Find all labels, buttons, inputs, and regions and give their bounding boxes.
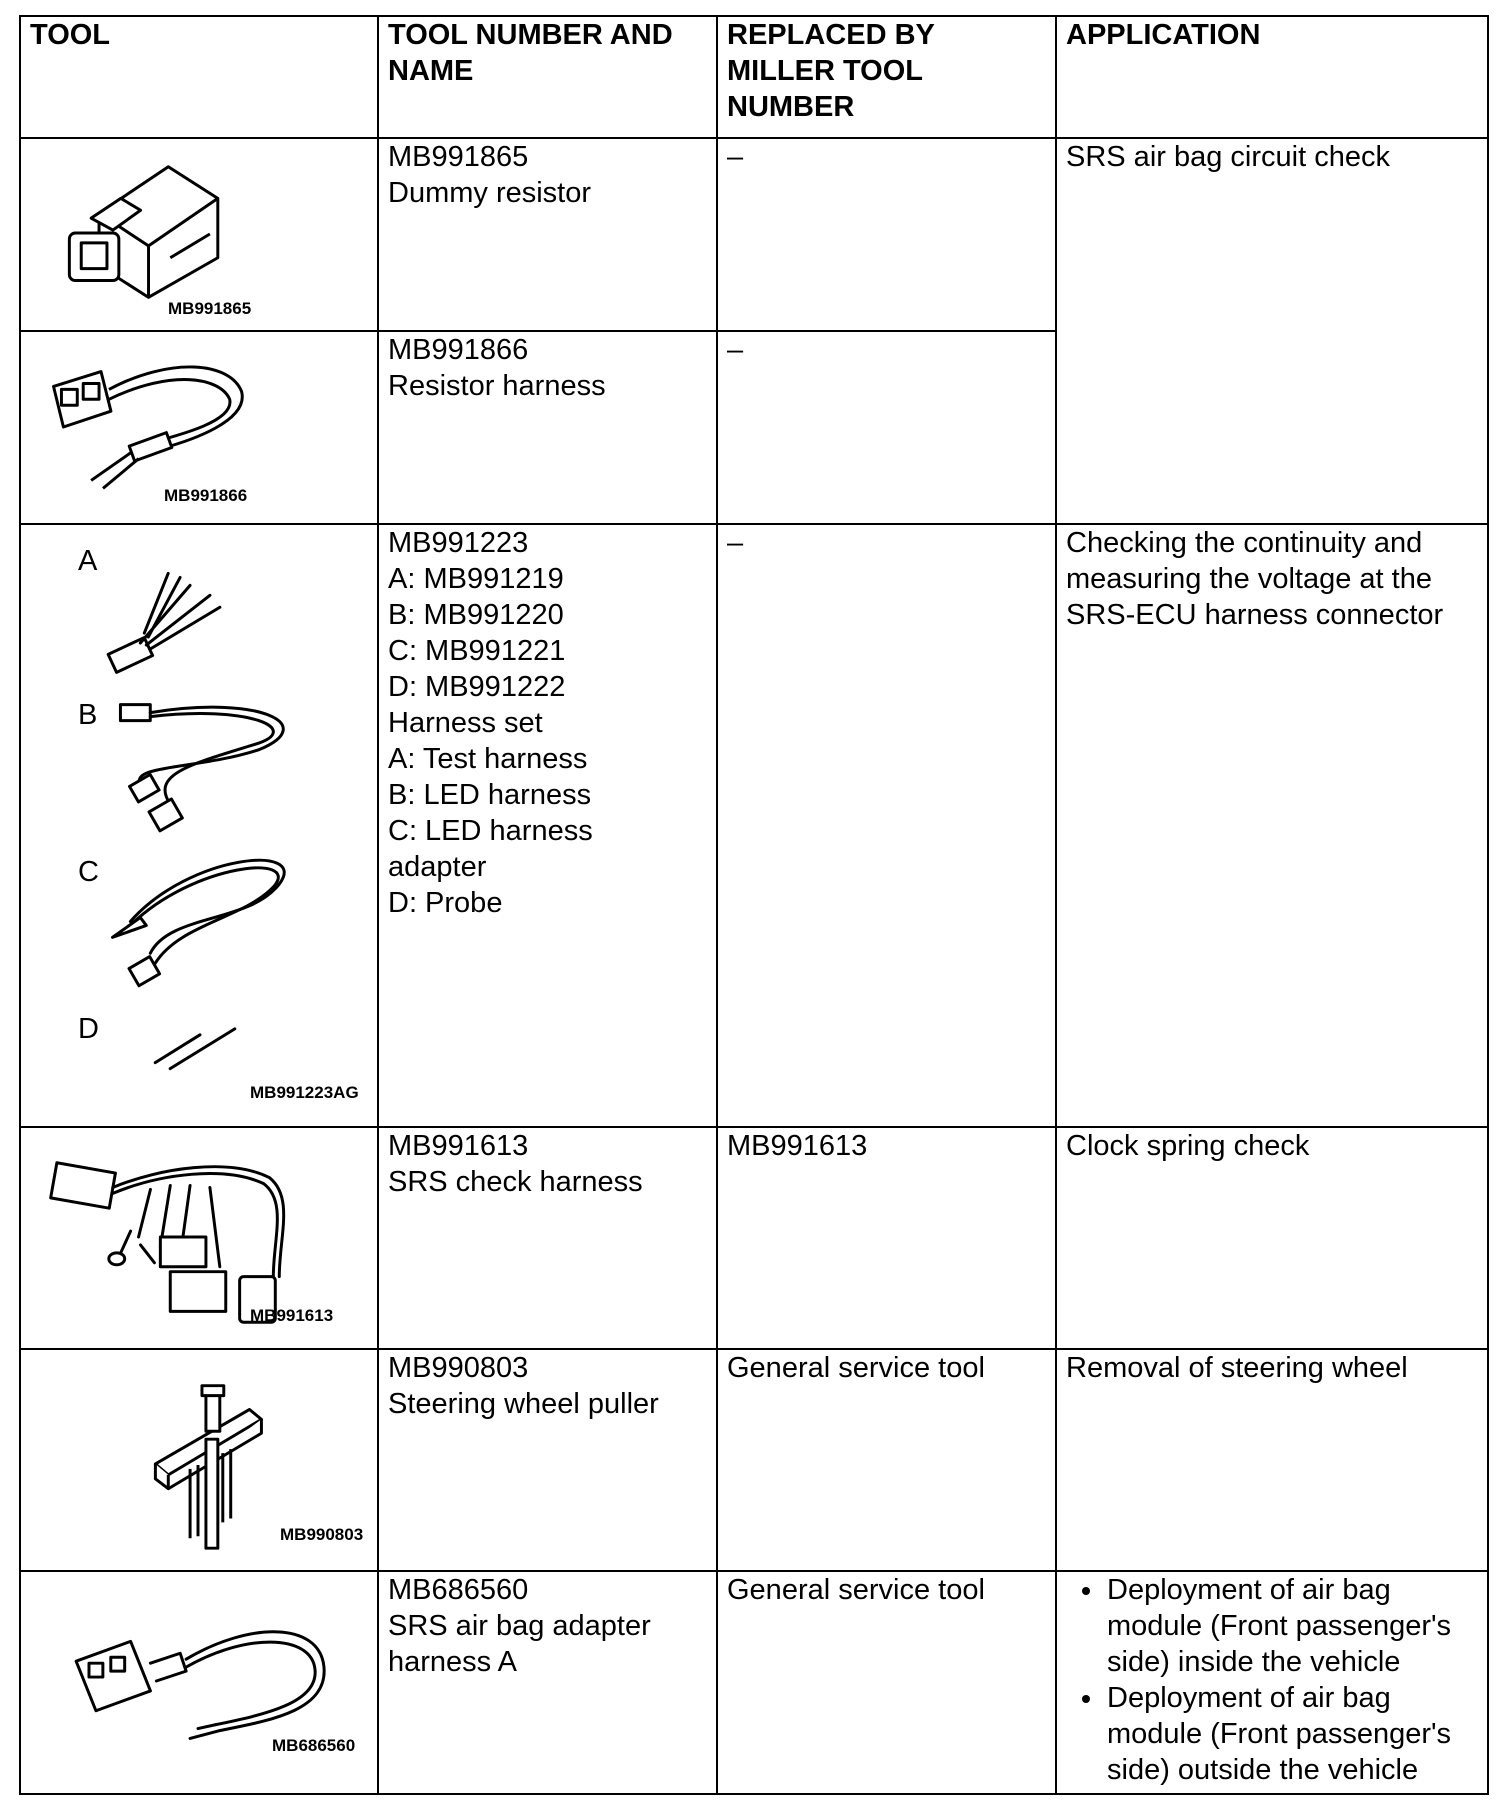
replaced-by-cell: –: [717, 138, 1056, 331]
header-row: [20, 16, 1488, 138]
sub-label-b: B: [78, 699, 98, 731]
header-application: APPLICATION: [1056, 16, 1488, 138]
application-cell: SRS air bag circuit check: [1056, 138, 1488, 524]
application-cell: [1056, 1571, 1488, 1794]
header-tool: TOOL: [20, 16, 378, 138]
replaced-by-cell: –: [717, 331, 1056, 524]
tool-number-cell: MB991865 Dummy resistor: [378, 138, 717, 331]
application-list: [1057, 1572, 1487, 1788]
application-cell: Checking the continuity and measuring the voltage at the SRS-ECU harness connector: [1056, 524, 1488, 1127]
application-cell: Clock spring check: [1056, 1127, 1488, 1349]
list-item: • Deployment of air bag module (Front passenger's side) outside the vehicle: [1105, 1680, 1478, 1788]
tool-image-cell: [20, 1127, 378, 1349]
tool-code-label: MB990803: [280, 1525, 364, 1544]
tool-code-label: MB991866: [164, 486, 248, 505]
table-row: [20, 524, 1488, 1127]
tool-image-cell: [20, 1571, 378, 1794]
tool-code-label: MB991865: [168, 299, 252, 318]
table-row: [20, 1127, 1488, 1349]
tool-image-cell: [20, 1349, 378, 1571]
replaced-by-cell: –: [717, 524, 1056, 1127]
list-item: • Deployment of air bag module (Front passenger's side) inside the vehicle: [1105, 1572, 1478, 1680]
tool-image-cell: [20, 138, 378, 331]
tool-number-cell: MB686560 SRS air bag adapter harness A: [378, 1571, 717, 1794]
harness-set-illustration: [21, 525, 377, 1126]
sub-label-c: C: [78, 856, 99, 888]
sub-label-a: A: [78, 545, 98, 577]
table-row: [20, 1349, 1488, 1571]
replaced-by-cell: General service tool: [717, 1349, 1056, 1571]
tool-number-cell: MB991613 SRS check harness: [378, 1127, 717, 1349]
tool-number-cell: MB990803 Steering wheel puller: [378, 1349, 717, 1571]
tool-code-label: MB991223AG: [250, 1083, 359, 1102]
tool-number-cell: MB991866 Resistor harness: [378, 331, 717, 524]
tool-image-cell: [20, 524, 378, 1127]
special-tools-table: [19, 15, 1489, 1795]
tool-code-label: MB686560: [272, 1736, 356, 1755]
tool-number-cell: MB991223 A: MB991219 B: MB991220 C: MB991221 D: MB991222 Harness set A: Test harness B: LED harness C: LED harness adapter D: Probe: [378, 524, 717, 1127]
adapter-harness-illustration: [21, 1572, 377, 1793]
header-replaced-by: REPLACED BY MILLER TOOL NUMBER: [717, 16, 1056, 138]
replaced-by-cell: General service tool: [717, 1571, 1056, 1794]
application-cell: Removal of steering wheel: [1056, 1349, 1488, 1571]
table-row: [20, 138, 1488, 331]
tool-image-cell: [20, 331, 378, 524]
sub-label-d: D: [78, 1013, 99, 1045]
table-row: [20, 1571, 1488, 1794]
tool-code-label: MB991613: [250, 1306, 334, 1325]
header-tool-number: TOOL NUMBER AND NAME: [378, 16, 717, 138]
replaced-by-cell: MB991613: [717, 1127, 1056, 1349]
